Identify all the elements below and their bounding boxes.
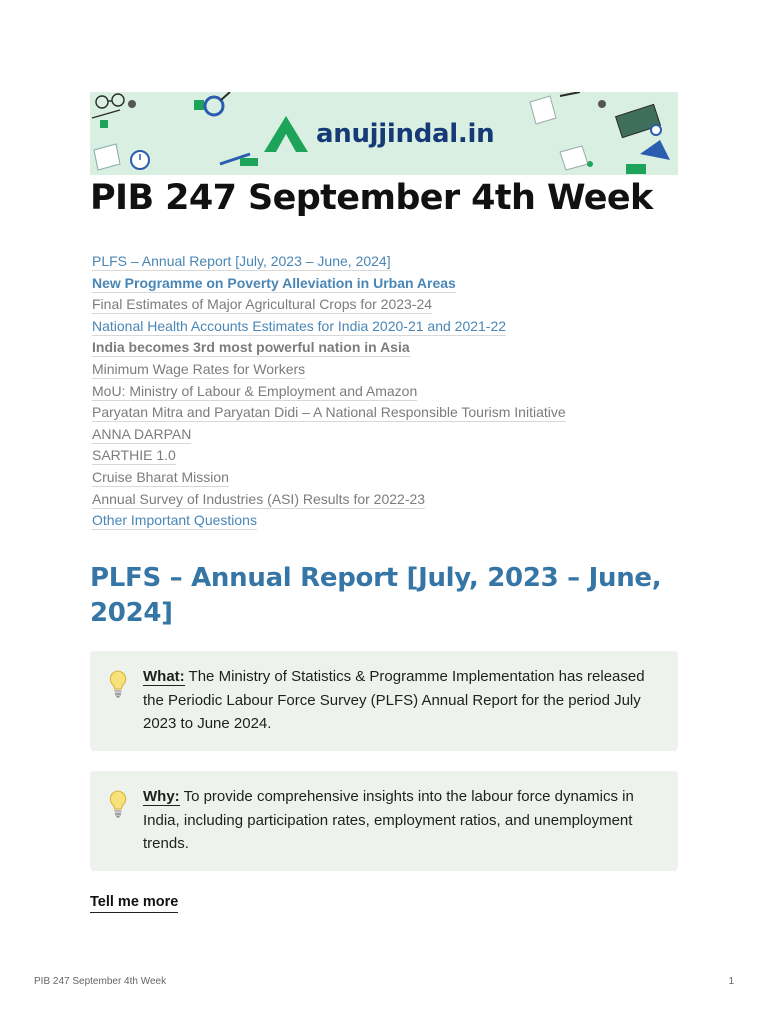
toc-link[interactable]: Paryatan Mitra and Paryatan Didi – A National Responsible Tourism Initiative [92, 404, 566, 421]
toc-link[interactable]: Annual Survey of Industries (ASI) Results for 2022-23 [92, 490, 426, 507]
why-body: To provide comprehensive insights into the labour force dynamics in India, including participation rates, employment ratios, and unemployment trends. [143, 788, 634, 852]
toc-item [92, 467, 652, 489]
toc-link[interactable]: MoU: Ministry of Labour & Employment and Amazon [92, 382, 418, 399]
brand-logo [262, 112, 494, 156]
why-callout [90, 771, 678, 871]
brand-logo-text: anujjindal.in [316, 119, 495, 149]
tell-me-more-link[interactable]: Tell me more [90, 893, 178, 913]
footer-title: PIB 247 September 4th Week [34, 976, 167, 987]
what-callout [90, 651, 678, 751]
toc-link[interactable]: India becomes 3rd most powerful nation in Asia [92, 339, 410, 356]
why-label: Why: [143, 788, 180, 805]
why-text [143, 785, 663, 856]
section-heading: PLFS – Annual Report [July, 2023 – June, 2024] [90, 563, 662, 628]
toc-link[interactable]: Cruise Bharat Mission [92, 468, 229, 485]
what-body: The Ministry of Statistics & Programme Implementation has released the Periodic Labour Force Survey (PLFS) Annual Report for the period July 2023 to June 2024. [143, 668, 645, 732]
toc-item [92, 510, 652, 532]
what-label: What: [143, 668, 185, 685]
toc-item [92, 489, 652, 511]
toc-link[interactable]: Minimum Wage Rates for Workers [92, 360, 306, 377]
table-of-contents [92, 251, 652, 532]
toc-link[interactable]: SARTHIE 1.0 [92, 447, 176, 464]
toc-item [92, 273, 652, 295]
toc-item [92, 251, 652, 273]
toc-item [92, 381, 652, 403]
what-text [143, 665, 663, 736]
toc-link[interactable]: PLFS – Annual Report [July, 2023 – June, 2024] [92, 253, 391, 269]
toc-item [92, 402, 652, 424]
toc-link[interactable]: Final Estimates of Major Agricultural Crops for 2023-24 [92, 296, 433, 313]
page-number: 1 [728, 976, 734, 987]
toc-item [92, 316, 652, 338]
toc-link[interactable]: ANNA DARPAN [92, 425, 192, 442]
header-banner [90, 92, 678, 175]
logo-mark-icon [262, 114, 310, 154]
toc-link[interactable]: New Programme on Poverty Alleviation in Urban Areas [92, 274, 456, 291]
toc-item [92, 445, 652, 467]
toc-link[interactable]: National Health Accounts Estimates for India 2020-21 and 2021-22 [92, 317, 507, 334]
toc-item [92, 359, 652, 381]
toc-link[interactable]: Other Important Questions [92, 512, 257, 529]
toc-item [92, 424, 652, 446]
page-title: PIB 247 September 4th Week [90, 178, 653, 218]
lightbulb-icon [108, 669, 128, 699]
toc-item [92, 294, 652, 316]
toc-item [92, 337, 652, 359]
lightbulb-icon [108, 789, 128, 819]
